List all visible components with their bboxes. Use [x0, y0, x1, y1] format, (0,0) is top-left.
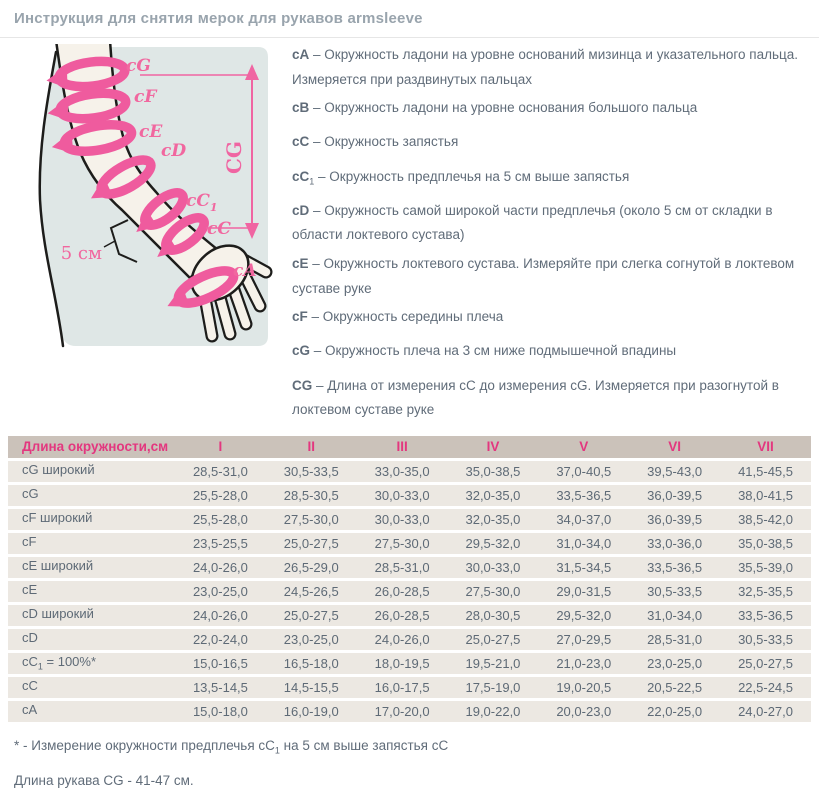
- size-value-cell: 35,0-38,5: [720, 533, 811, 554]
- cg-dimension-label: CG: [222, 141, 246, 174]
- size-value-cell: 20,5-22,5: [629, 677, 720, 698]
- row-label: [8, 629, 175, 650]
- footnote-sub: 1: [274, 745, 280, 756]
- size-value-cell: 38,5-42,0: [720, 509, 811, 530]
- size-value-cell: 19,0-22,0: [448, 701, 539, 722]
- size-value-cell: 25,5-28,0: [175, 509, 266, 530]
- row-label: [8, 509, 175, 530]
- size-value-cell: 20,0-23,0: [538, 701, 629, 722]
- row-label-text: cG: [22, 486, 39, 502]
- size-value-cell: 16,0-17,5: [357, 677, 448, 698]
- row-label-suffix: = 100%*: [42, 654, 97, 670]
- size-value-cell: 22,5-24,5: [720, 677, 811, 698]
- measure-definitions: [280, 44, 809, 429]
- row-label-text: cD: [22, 630, 38, 646]
- footnote-text: на 5 см выше запястья cC: [279, 737, 449, 753]
- measure-definition: [292, 254, 809, 298]
- row-label: [8, 581, 175, 602]
- size-value-cell: 29,5-32,0: [538, 605, 629, 626]
- size-value-cell: 28,5-31,0: [629, 629, 720, 650]
- footnote-asterisk: [14, 737, 819, 760]
- table-row: [8, 533, 811, 554]
- row-label-text: cC: [22, 654, 38, 670]
- size-value-cell: 16,0-19,0: [266, 701, 357, 722]
- size-value-cell: 24,0-26,0: [357, 629, 448, 650]
- measure-definition: [292, 45, 809, 89]
- table-row: [8, 557, 811, 578]
- measure-code: cF: [292, 309, 308, 325]
- measure-text: – Окружность локтевого сустава. Измеряйте при слегка согнутой в локтевом суставе руке: [292, 255, 795, 296]
- size-value-cell: 36,0-39,5: [629, 485, 720, 506]
- size-value-cell: 14,5-15,5: [266, 677, 357, 698]
- size-column-header: I: [175, 436, 266, 458]
- size-value-cell: 27,5-30,0: [448, 581, 539, 602]
- measure-text: – Длина от измерения cC до измерения cG. Измеряется при разогнутой в локтевом суставе руке: [292, 377, 779, 418]
- size-value-cell: 30,5-33,5: [629, 581, 720, 602]
- illus-label-cC1: $cC_1$: [186, 191, 218, 214]
- footnotes: [14, 737, 819, 790]
- size-value-cell: 30,5-33,5: [720, 629, 811, 650]
- illus-label-cF: cF: [134, 87, 157, 107]
- table-row: [8, 461, 811, 482]
- row-label: [8, 653, 175, 674]
- size-value-cell: 32,0-35,0: [448, 485, 539, 506]
- size-value-cell: 25,5-28,0: [175, 485, 266, 506]
- size-value-cell: 35,5-39,0: [720, 557, 811, 578]
- size-value-cell: 25,0-27,5: [448, 629, 539, 650]
- row-label: [8, 461, 175, 482]
- size-value-cell: 19,5-21,0: [448, 653, 539, 674]
- size-table-header-row: [8, 436, 811, 458]
- size-value-cell: 23,0-25,0: [266, 629, 357, 650]
- size-value-cell: 32,0-35,0: [448, 509, 539, 530]
- row-label: [8, 677, 175, 698]
- size-value-cell: 32,5-35,5: [720, 581, 811, 602]
- size-value-cell: 31,5-34,5: [538, 557, 629, 578]
- measure-code-sub: 1: [309, 176, 315, 187]
- measure-code: cB: [292, 100, 310, 116]
- size-value-cell: 17,5-19,0: [448, 677, 539, 698]
- measure-definition: [292, 167, 809, 192]
- size-value-cell: 31,0-34,0: [538, 533, 629, 554]
- measure-text: – Окружность предплечья на 5 см выше запястья: [318, 168, 630, 184]
- size-value-cell: 23,0-25,0: [629, 653, 720, 674]
- row-label: [8, 605, 175, 626]
- size-table-body: [8, 461, 811, 722]
- row-label: [8, 485, 175, 506]
- row-label: [8, 701, 175, 722]
- illus-label-cC: cC: [207, 219, 231, 239]
- table-row: [8, 701, 811, 722]
- size-value-cell: 28,5-30,5: [266, 485, 357, 506]
- size-value-cell: 41,5-45,5: [720, 461, 811, 482]
- row-label-sub: 1: [37, 661, 43, 672]
- size-value-cell: 34,0-37,0: [538, 509, 629, 530]
- size-value-cell: 26,5-29,0: [266, 557, 357, 578]
- measure-instruction-section: [0, 38, 819, 433]
- size-value-cell: 25,0-27,5: [266, 605, 357, 626]
- table-header-label: Длина окружности,см: [8, 436, 175, 458]
- size-value-cell: 15,0-16,5: [175, 653, 266, 674]
- size-value-cell: 25,0-27,5: [720, 653, 811, 674]
- arm-measurement-illustration: [14, 44, 280, 359]
- measure-text: – Окружность ладони на уровне основания большого пальца: [313, 100, 698, 116]
- measure-text: – Окружность середины плеча: [311, 309, 504, 325]
- measure-code: cE: [292, 255, 309, 271]
- row-label-text: cG широкий: [22, 462, 95, 478]
- size-value-cell: 22,0-24,0: [175, 629, 266, 650]
- size-value-cell: 27,5-30,0: [266, 509, 357, 530]
- illus-label-cE: cE: [139, 122, 163, 142]
- measure-definition: [292, 376, 809, 420]
- size-value-cell: 24,0-26,0: [175, 605, 266, 626]
- row-label-text: cC: [22, 678, 38, 694]
- table-row: [8, 485, 811, 506]
- size-value-cell: 16,5-18,0: [266, 653, 357, 674]
- row-label-text: cF: [22, 534, 37, 550]
- size-value-cell: 23,0-25,0: [175, 581, 266, 602]
- illus-label-cA: cA: [233, 261, 257, 281]
- table-row: [8, 509, 811, 530]
- size-value-cell: 33,0-36,0: [629, 533, 720, 554]
- row-label: [8, 533, 175, 554]
- size-column-header: V: [538, 436, 629, 458]
- size-value-cell: 36,0-39,5: [629, 509, 720, 530]
- size-value-cell: 29,5-32,0: [448, 533, 539, 554]
- size-value-cell: 22,0-25,0: [629, 701, 720, 722]
- measure-code: cD: [292, 202, 310, 218]
- size-value-cell: 29,0-31,5: [538, 581, 629, 602]
- measure-definition: [292, 98, 809, 123]
- page-title: Инструкция для снятия мерок для рукавов armsleeve: [14, 10, 423, 27]
- footnote-sleeve-length: Длина рукава CG - 41-47 см.: [14, 773, 194, 789]
- size-value-cell: 26,0-28,5: [357, 581, 448, 602]
- size-value-cell: 35,0-38,5: [448, 461, 539, 482]
- size-value-cell: 31,0-34,0: [629, 605, 720, 626]
- size-value-cell: 13,5-14,5: [175, 677, 266, 698]
- measure-code: CG: [292, 377, 313, 393]
- illus-label-cD: cD: [161, 141, 187, 161]
- table-row: [8, 629, 811, 650]
- footnote-text: * - Измерение окружности предплечья cC: [14, 737, 275, 753]
- table-row: [8, 581, 811, 602]
- size-value-cell: 21,0-23,0: [538, 653, 629, 674]
- measure-code: cA: [292, 47, 310, 62]
- size-value-cell: 33,5-36,5: [720, 605, 811, 626]
- measure-text: – Окружность плеча на 3 см ниже подмышечной впадины: [313, 343, 677, 359]
- size-value-cell: 18,0-19,5: [357, 653, 448, 674]
- measure-definition: [292, 307, 809, 332]
- measure-code: cG: [292, 343, 311, 359]
- size-value-cell: 19,0-20,5: [538, 677, 629, 698]
- size-column-header: IV: [448, 436, 539, 458]
- size-value-cell: 28,5-31,0: [175, 461, 266, 482]
- size-column-header: VII: [720, 436, 811, 458]
- size-value-cell: 33,5-36,5: [629, 557, 720, 578]
- illus-label-cG: cG: [126, 56, 151, 76]
- size-column-header: VI: [629, 436, 720, 458]
- measure-text: – Окружность ладони на уровне оснований мизинца и указательного пальца. Измеряется при раздвинутых пальцах: [292, 47, 799, 87]
- size-value-cell: 26,0-28,5: [357, 605, 448, 626]
- row-label: [8, 557, 175, 578]
- measure-text: – Окружность самой широкой части предплечья (около 5 см от складки в области локтевого сустава): [292, 202, 773, 243]
- size-column-header: III: [357, 436, 448, 458]
- size-value-cell: 30,0-33,0: [357, 485, 448, 506]
- table-row: [8, 605, 811, 626]
- size-value-cell: 33,0-35,0: [357, 461, 448, 482]
- measure-definition: [292, 341, 809, 366]
- measure-code: cC: [292, 168, 310, 184]
- size-value-cell: 37,0-40,5: [538, 461, 629, 482]
- row-label-text: cD широкий: [22, 606, 94, 622]
- measure-definition: [292, 132, 809, 157]
- size-value-cell: 27,0-29,5: [538, 629, 629, 650]
- measure-definition: [292, 201, 809, 245]
- size-value-cell: 24,5-26,5: [266, 581, 357, 602]
- size-table: [8, 433, 811, 725]
- size-value-cell: 17,0-20,0: [357, 701, 448, 722]
- size-value-cell: 28,0-30,5: [448, 605, 539, 626]
- size-value-cell: 24,0-27,0: [720, 701, 811, 722]
- row-label-text: cE широкий: [22, 558, 94, 574]
- size-value-cell: 23,5-25,5: [175, 533, 266, 554]
- table-row: [8, 653, 811, 674]
- size-value-cell: 15,0-18,0: [175, 701, 266, 722]
- row-label-text: cA: [22, 702, 38, 718]
- row-label-text: cF широкий: [22, 510, 93, 526]
- size-column-header: II: [266, 436, 357, 458]
- measure-code: cC: [292, 134, 310, 150]
- measure-text: – Окружность запястья: [313, 134, 459, 150]
- size-value-cell: 24,0-26,0: [175, 557, 266, 578]
- five-cm-label: 5 см: [60, 243, 102, 264]
- row-label-text: cE: [22, 582, 38, 598]
- size-value-cell: 30,0-33,0: [448, 557, 539, 578]
- size-value-cell: 39,5-43,0: [629, 461, 720, 482]
- size-value-cell: 30,0-33,0: [357, 509, 448, 530]
- size-value-cell: 30,5-33,5: [266, 461, 357, 482]
- size-value-cell: 38,0-41,5: [720, 485, 811, 506]
- size-value-cell: 25,0-27,5: [266, 533, 357, 554]
- size-value-cell: 28,5-31,0: [357, 557, 448, 578]
- size-value-cell: 33,5-36,5: [538, 485, 629, 506]
- table-row: [8, 677, 811, 698]
- size-value-cell: 27,5-30,0: [357, 533, 448, 554]
